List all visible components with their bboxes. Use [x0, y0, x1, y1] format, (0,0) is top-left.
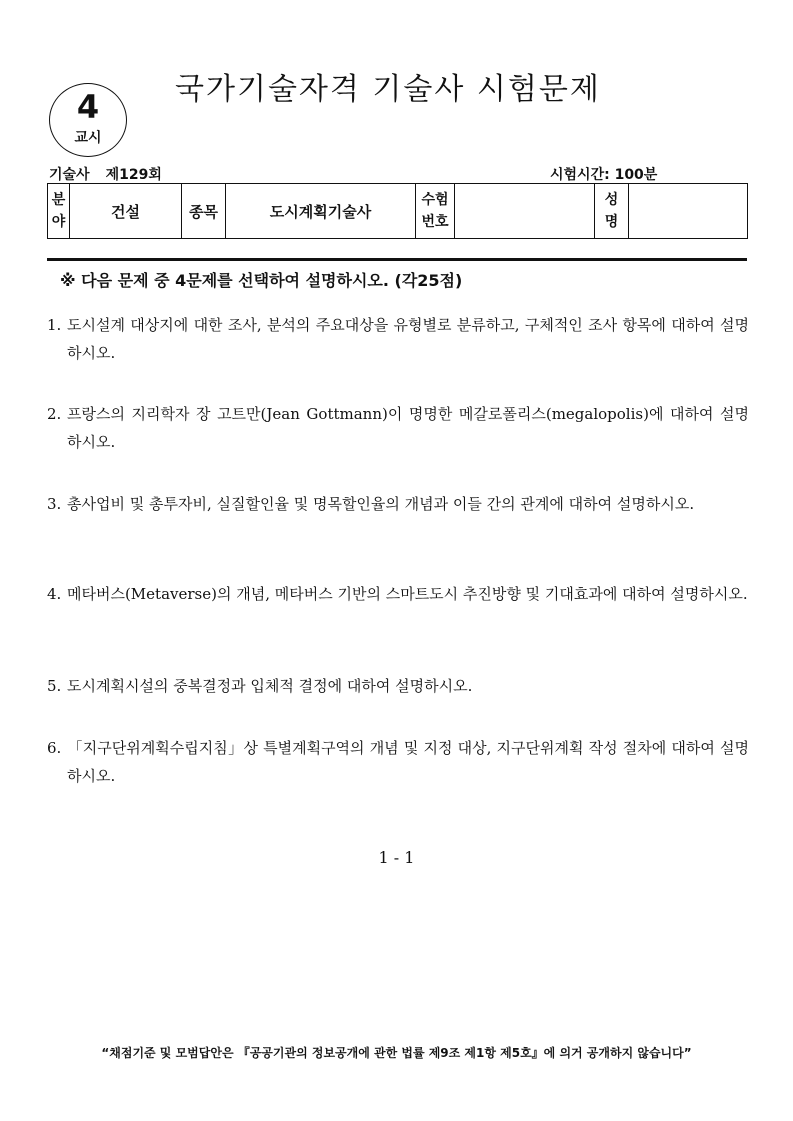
exam-time-label: 시험시간: — [550, 167, 610, 183]
exam-number-label: 수험 번호 — [416, 184, 455, 239]
exam-type: 기술사 — [49, 167, 90, 183]
category-value: 도시계획기술사 — [226, 184, 416, 239]
exam-info-table — [47, 183, 748, 239]
exam-time — [550, 164, 657, 184]
exam-round: 제129회 — [105, 167, 162, 183]
question-1: 1. 도시설계 대상지에 대한 조사, 분석의 주요대상을 유형별로 분류하고, 구체적인 조사 항목에 대하여 설명하시오. — [47, 316, 749, 362]
exam-number-field[interactable] — [455, 184, 595, 239]
name-field[interactable] — [629, 184, 748, 239]
instruction: ※ 다음 문제 중 4문제를 선택하여 설명하시오. (각25점) — [60, 271, 463, 290]
exam-meta — [49, 164, 178, 184]
name-label: 성 명 — [595, 184, 629, 239]
question-6: 6. 「지구단위계획수립지침」상 특별계획구역의 개념 및 지정 대상, 지구단위계획 작성 절차에 대하여 설명하시오. — [47, 739, 749, 785]
field-value: 건설 — [70, 184, 182, 239]
question-4: 4. 메타버스(Metaverse)의 개념, 메타버스 기반의 스마트도시 추진방향 및 기대효과에 대하여 설명하시오. — [47, 585, 748, 603]
question-5: 5. 도시계획시설의 중복결정과 입체적 결정에 대하여 설명하시오. — [47, 677, 473, 695]
session-number: 4 — [76, 88, 100, 126]
divider — [47, 258, 747, 261]
field-label: 분 야 — [48, 184, 70, 239]
category-label: 종목 — [182, 184, 226, 239]
session-label: 교시 — [74, 130, 102, 146]
question-3: 3. 총사업비 및 총투자비, 실질할인율 및 명목할인율의 개념과 이들 간의 관계에 대하여 설명하시오. — [47, 495, 695, 513]
footer-notice: “채점기준 및 모범답안은 『공공기관의 정보공개에 관한 법률 제9조 제1항 제5호』에 의거 공개하지 않습니다” — [101, 1046, 692, 1060]
document-title: 국가기술자격 기술사 시험문제 — [175, 72, 601, 107]
question-2: 2. 프랑스의 지리학자 장 고트만(Jean Gottmann)이 명명한 메갈로폴리스(megalopolis)에 대하여 설명하시오. — [47, 405, 749, 451]
exam-time-value: 100분 — [614, 167, 658, 183]
page-number: 1 - 1 — [378, 848, 415, 867]
session-badge — [49, 83, 127, 157]
